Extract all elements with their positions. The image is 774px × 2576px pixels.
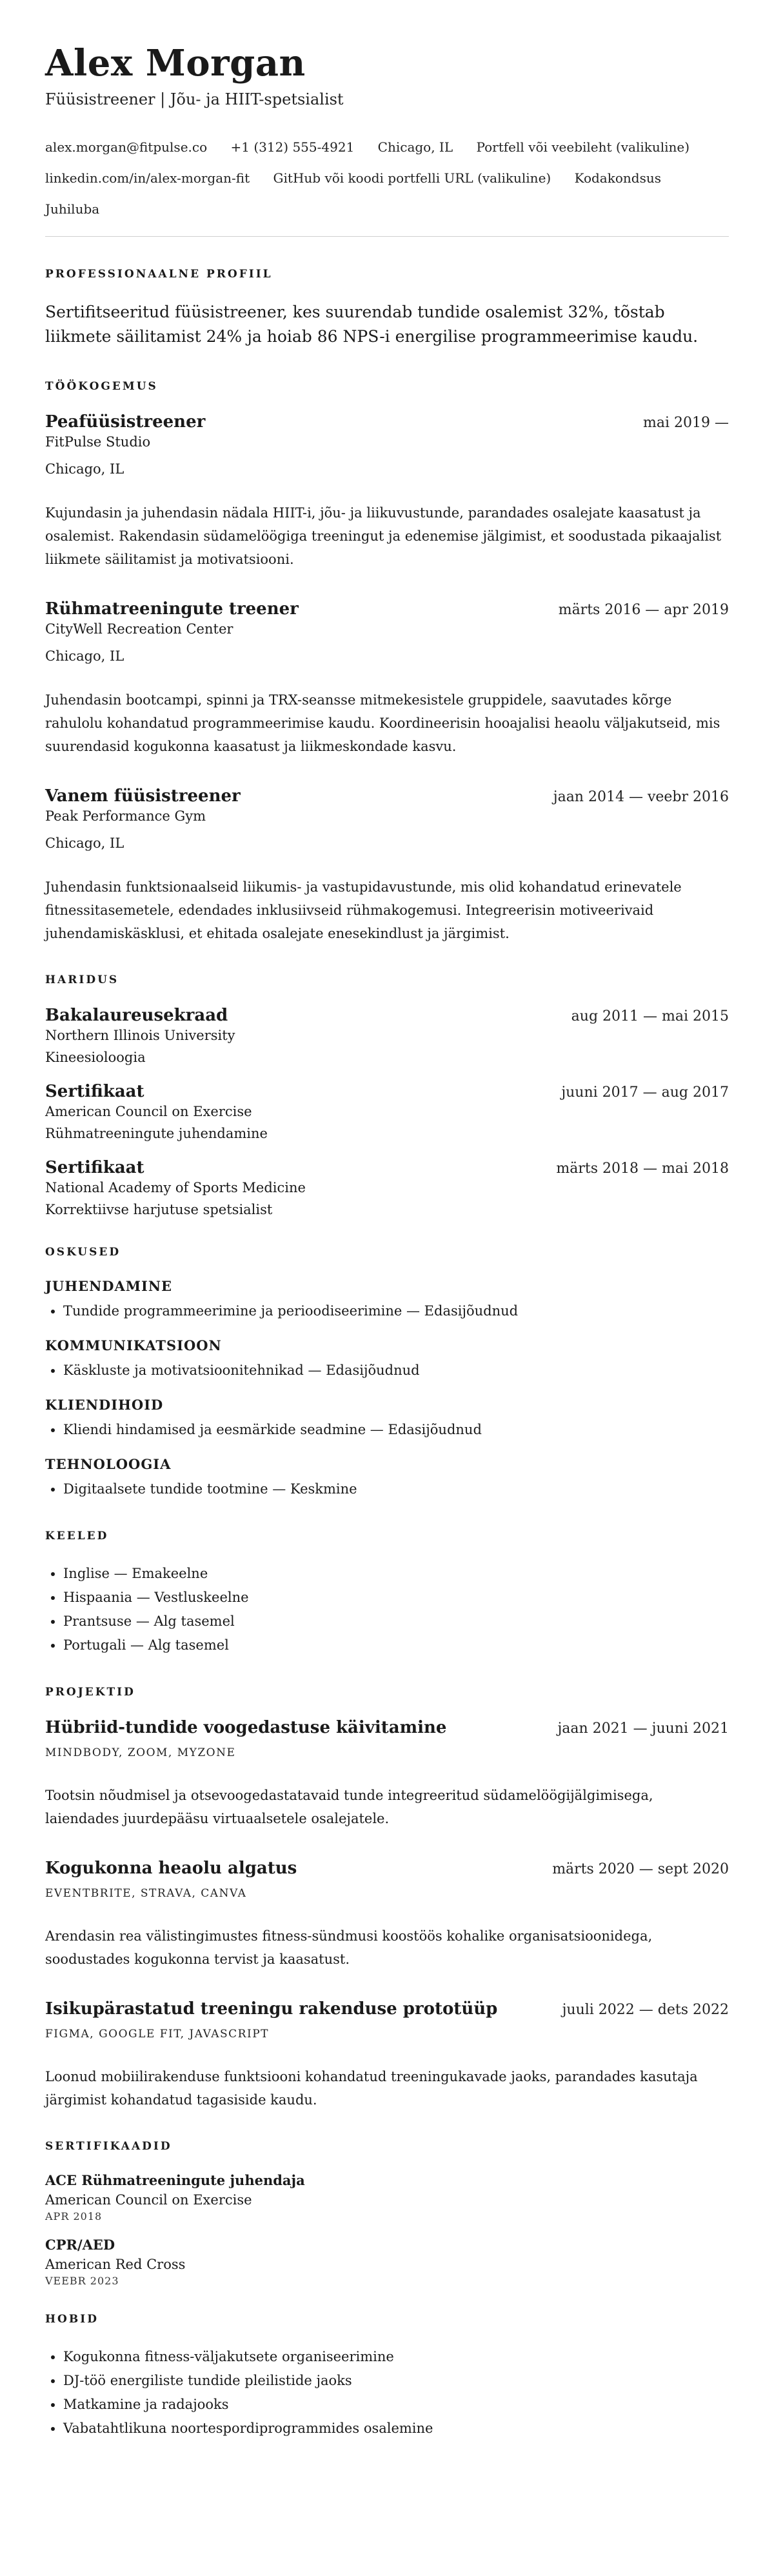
hobbies-section — [45, 2313, 729, 2441]
skill-item: • Tundide programmeerimine ja perioodiseerimine — Edasijõudnud — [63, 1299, 729, 1323]
education-degree: Bakalaureusekraad — [45, 1006, 228, 1026]
project-dates: märts 2020 — sept 2020 — [552, 1861, 729, 1878]
project-name: Isikupärastatud treeningu rakenduse prototüüp — [45, 1999, 498, 2019]
experience-entry — [45, 412, 729, 571]
contact-phone[interactable]: +1 (312) 555-4921 — [230, 139, 355, 155]
job-description: Kujundasin ja juhendasin nädala HIIT-i, jõu- ja liikuvustunde, parandades osalejate kaasatust ja osalemist. Rakendasin südamelöögiga treeningut ja edenemise jälgimist, et soodustada pikaajalist liikmete säilitamist ja motivatsiooni. — [45, 505, 722, 568]
education-degree: Sertifikaat — [45, 1082, 144, 1102]
profile-section — [45, 268, 729, 349]
section-title-education: HARIDUS — [45, 973, 119, 987]
job-dates: märts 2016 — apr 2019 — [558, 602, 729, 619]
certification-name: ACE Rühmatreeningute juhendaja — [45, 2172, 305, 2189]
project-description: Arendasin rea välistingimustes fitness-sündmusi koostöös kohalike organisatsioonidega, soodustades kogukonna tervist ja kaasatust. — [45, 1928, 653, 1968]
job-location: Chicago, IL — [45, 835, 124, 852]
contact-citizenship: Kodakondsus — [574, 170, 661, 186]
project-description: Tootsin nõudmisel ja otsevoogedastatavaid tunde integreeritud südamelöögijälgimisega, laiendades juurdepääsu virtuaalsetele osalejatele. — [45, 1788, 653, 1827]
section-title-projects: PROJEKTID — [45, 1686, 135, 1699]
education-dates: aug 2011 — mai 2015 — [571, 1008, 729, 1025]
skill-item: • Kliendi hindamised ja eesmärkide seadmine — Edasijõudnud — [63, 1418, 729, 1442]
project-dates: jaan 2021 — juuni 2021 — [557, 1721, 729, 1737]
language-item: • Portugali — Alg tasemel — [63, 1633, 729, 1657]
section-title-languages: KEELED — [45, 1530, 109, 1543]
skill-item: • Digitaalsete tundide tootmine — Keskmine — [63, 1477, 729, 1501]
certifications-section — [45, 2140, 729, 2287]
projects-section — [45, 1686, 729, 2112]
candidate-name: Alex Morgan — [45, 42, 306, 85]
education-entry — [45, 1006, 729, 1065]
header-divider — [45, 236, 729, 237]
contact-list — [45, 132, 729, 225]
education-dates: märts 2018 — mai 2018 — [556, 1161, 729, 1177]
skill-group — [45, 1397, 729, 1442]
certification-issuer: American Council on Exercise — [45, 2192, 252, 2208]
education-field: Rühmatreeningute juhendamine — [45, 1126, 268, 1142]
certification-date: VEEBR 2023 — [45, 2275, 119, 2288]
profile-summary: Sertifitseeritud füüsistreener, kes suurendab tundide osalemist 32%, tõstab liikmete säilitamist 24% ja hoiab 86 NPS-i energilise programmeerimise kaudu. — [45, 303, 699, 346]
skill-list — [45, 1477, 729, 1501]
language-list — [45, 1562, 729, 1657]
skill-category: TEHNOLOOGIA — [45, 1456, 172, 1473]
section-title-certifications: SERTIFIKAADID — [45, 2140, 172, 2153]
section-title-profile: PROFESSIONAALNE PROFIIL — [45, 268, 273, 281]
skill-group — [45, 1456, 729, 1501]
education-section — [45, 973, 729, 1217]
education-field: Kineesioloogia — [45, 1050, 146, 1066]
project-tech: MINDBODY, ZOOM, MYZONE — [45, 1746, 236, 1760]
section-title-experience: TÖÖKOGEMUS — [45, 380, 158, 394]
education-entry — [45, 1158, 729, 1217]
contact-portfolio[interactable]: Portfell või veebileht (valikuline) — [476, 139, 690, 155]
resume-header — [45, 43, 729, 225]
skill-group — [45, 1337, 729, 1383]
experience-entry — [45, 786, 729, 945]
hobby-item: • Vabatahtlikuna noortespordiprogrammides osalemine — [63, 2417, 729, 2441]
experience-section — [45, 380, 729, 945]
certification-name: CPR/AED — [45, 2237, 115, 2253]
education-institution: American Council on Exercise — [45, 1104, 252, 1120]
job-title: Rühmatreeningute treener — [45, 599, 299, 619]
language-item: • Prantsuse — Alg tasemel — [63, 1610, 729, 1633]
skill-category: JUHENDAMINE — [45, 1278, 173, 1295]
project-entry — [45, 1999, 729, 2112]
language-item: • Inglise — Emakeelne — [63, 1562, 729, 1586]
job-title: Peafüüsistreener — [45, 412, 206, 432]
education-institution: Northern Illinois University — [45, 1028, 235, 1044]
certification-date: APR 2018 — [45, 2210, 103, 2223]
hobby-item: • DJ-töö energiliste tundide pleilistide jaoks — [63, 2369, 729, 2393]
skill-list — [45, 1418, 729, 1442]
hobby-list — [45, 2345, 729, 2441]
skills-section — [45, 1246, 729, 1501]
education-degree: Sertifikaat — [45, 1158, 144, 1178]
skill-list — [45, 1359, 729, 1383]
candidate-headline: Füüsistreener | Jõu- ja HIIT-spetsialist — [45, 90, 344, 109]
contact-github[interactable]: GitHub või koodi portfelli URL (valikuline) — [273, 170, 551, 186]
project-name: Hübriid-tundide voogedastuse käivitamine — [45, 1718, 447, 1738]
hobby-item: • Matkamine ja radajooks — [63, 2393, 729, 2417]
experience-entry — [45, 599, 729, 758]
project-dates: juuli 2022 — dets 2022 — [562, 2002, 729, 2019]
job-company: CityWell Recreation Center — [45, 621, 233, 637]
job-location: Chicago, IL — [45, 461, 124, 477]
skill-category: KLIENDIHOID — [45, 1397, 164, 1413]
education-institution: National Academy of Sports Medicine — [45, 1180, 306, 1196]
skill-group — [45, 1278, 729, 1323]
contact-email[interactable]: alex.morgan@fitpulse.co — [45, 139, 208, 155]
language-item: • Hispaania — Vestluskeelne — [63, 1586, 729, 1610]
skill-list — [45, 1299, 729, 1323]
project-tech: EVENTBRITE, STRAVA, CANVA — [45, 1887, 247, 1901]
section-title-skills: OSKUSED — [45, 1246, 121, 1259]
languages-section — [45, 1530, 729, 1657]
contact-linkedin[interactable]: linkedin.com/in/alex-morgan-fit — [45, 170, 250, 186]
job-dates: jaan 2014 — veebr 2016 — [553, 789, 729, 806]
hobby-item: • Kogukonna fitness-väljakutsete organiseerimine — [63, 2345, 729, 2369]
section-title-hobbies: HOBID — [45, 2313, 99, 2326]
project-tech: FIGMA, GOOGLE FIT, JAVASCRIPT — [45, 2028, 269, 2041]
certification-issuer: American Red Cross — [45, 2257, 186, 2273]
skill-item: • Käskluste ja motivatsioonitehnikad — Edasijõudnud — [63, 1359, 729, 1383]
certification-entry — [45, 2237, 729, 2287]
job-dates: mai 2019 — — [643, 415, 729, 432]
contact-drivers-license: Juhiluba — [45, 201, 100, 217]
job-description: Juhendasin funktsionaalseid liikumis- ja vastupidavustunde, mis olid kohandatud erinevatele fitnessitasemetele, edendades inklusiivseid rühmakogemusi. Integreerisin motiveerivaid juhendamiskäsklusi, et ehitada osalejate enesekindlust ja järgimist. — [45, 879, 682, 942]
contact-location: Chicago, IL — [377, 139, 453, 155]
education-dates: juuni 2017 — aug 2017 — [561, 1084, 729, 1101]
job-description: Juhendasin bootcampi, spinni ja TRX-seansse mitmekesistele gruppidele, saavutades kõrge rahulolu kohandatud programmeerimise kaudu. Koordineerisin hooajalisi heaolu väljakutseid, mis suurendasid kogukonna kaasatust ja liikmeskondade kasvu. — [45, 692, 720, 755]
project-description: Loonud mobiilirakenduse funktsiooni kohandatud treeningukavade jaoks, parandades kasutaja järgimist kohandatud tagasiside kaudu. — [45, 2069, 698, 2108]
job-location: Chicago, IL — [45, 648, 124, 664]
education-entry — [45, 1082, 729, 1141]
job-company: Peak Performance Gym — [45, 808, 206, 824]
project-entry — [45, 1718, 729, 1830]
certification-entry — [45, 2172, 729, 2222]
project-entry — [45, 1859, 729, 1971]
job-title: Vanem füüsistreener — [45, 786, 241, 806]
job-company: FitPulse Studio — [45, 434, 151, 450]
project-name: Kogukonna heaolu algatus — [45, 1859, 297, 1879]
education-field: Korrektiivse harjutuse spetsialist — [45, 1202, 273, 1218]
skill-category: KOMMUNIKATSIOON — [45, 1337, 222, 1354]
